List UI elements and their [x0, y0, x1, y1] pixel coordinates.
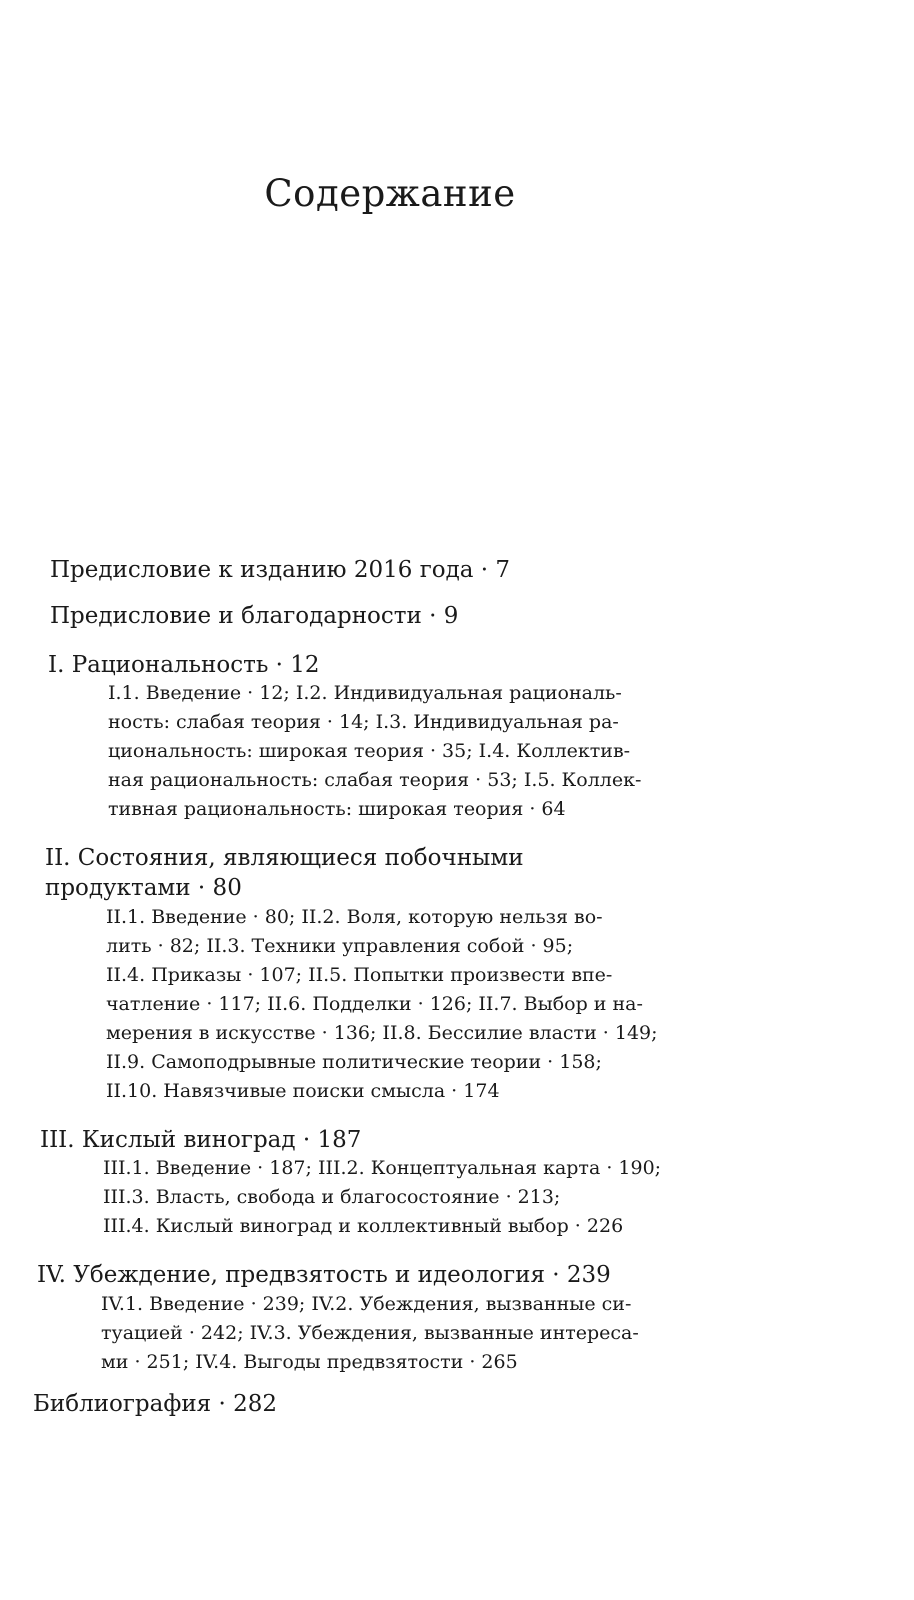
toc-chapter-1-heading: I. Рациональность · 12: [48, 652, 320, 678]
toc-sub-line: туацией · 242; IV.3. Убеждения, вызванные интереса-: [101, 1322, 639, 1344]
toc-sub-line: II.1. Введение · 80; II.2. Воля, которую нельзя во-: [106, 906, 603, 928]
toc-entry-preface-thanks: Предисловие и благодарности · 9: [50, 603, 459, 629]
toc-entry-bibliography: Библиография · 282: [33, 1391, 278, 1417]
toc-sub-line: ная рациональность: слабая теория · 53; I.5. Коллек-: [108, 769, 642, 791]
toc-chapter-3-subsections: [103, 1154, 681, 1241]
toc-sub-line: тивная рациональность: широкая теория · 64: [108, 798, 566, 820]
toc-sub-line: III.4. Кислый виноград и коллективный выбор · 226: [103, 1215, 624, 1237]
toc-sub-line: II.9. Самоподрывные политические теории · 158;: [106, 1051, 602, 1073]
toc-sub-line: ность: слабая теория · 14; I.3. Индивидуальная ра-: [108, 711, 619, 733]
toc-sub-line: лить · 82; II.3. Техники управления собой · 95;: [106, 935, 574, 957]
toc-sub-line: циональность: широкая теория · 35; I.4. Коллектив-: [108, 740, 631, 762]
toc-chapter-3-heading: III. Кислый виноград · 187: [40, 1127, 362, 1153]
toc-chapter-2-heading-line: продуктами · 80: [45, 875, 242, 901]
toc-sub-line: ми · 251; IV.4. Выгоды предвзятости · 265: [101, 1351, 518, 1373]
toc-chapter-2-heading: [45, 843, 524, 903]
page-title: Содержание: [264, 172, 516, 215]
toc-sub-line: IV.1. Введение · 239; IV.2. Убеждения, вызванные си-: [101, 1293, 632, 1315]
toc-chapter-2-subsections: [106, 903, 678, 1106]
toc-chapter-1-subsections: [108, 679, 668, 824]
toc-sub-line: II.4. Приказы · 107; II.5. Попытки произвести впе-: [106, 964, 613, 986]
toc-sub-line: чатление · 117; II.6. Подделки · 126; II.7. Выбор и на-: [106, 993, 643, 1015]
toc-chapter-2-heading-line: II. Состояния, являющиеся побочными: [45, 845, 524, 871]
toc-chapter-4-subsections: [101, 1290, 661, 1377]
toc-sub-line: III.3. Власть, свобода и благосостояние · 213;: [103, 1186, 561, 1208]
toc-entry-preface-2016: Предисловие к изданию 2016 года · 7: [50, 557, 511, 583]
toc-sub-line: III.1. Введение · 187; III.2. Концептуальная карта · 190;: [103, 1157, 662, 1179]
toc-sub-line: II.10. Навязчивые поиски смысла · 174: [106, 1080, 500, 1102]
toc-sub-line: I.1. Введение · 12; I.2. Индивидуальная рациональ-: [108, 682, 622, 704]
toc-sub-line: мерения в искусстве · 136; II.8. Бессилие власти · 149;: [106, 1022, 658, 1044]
toc-chapter-4-heading: IV. Убеждение, предвзятость и идеология · 239: [37, 1262, 611, 1288]
